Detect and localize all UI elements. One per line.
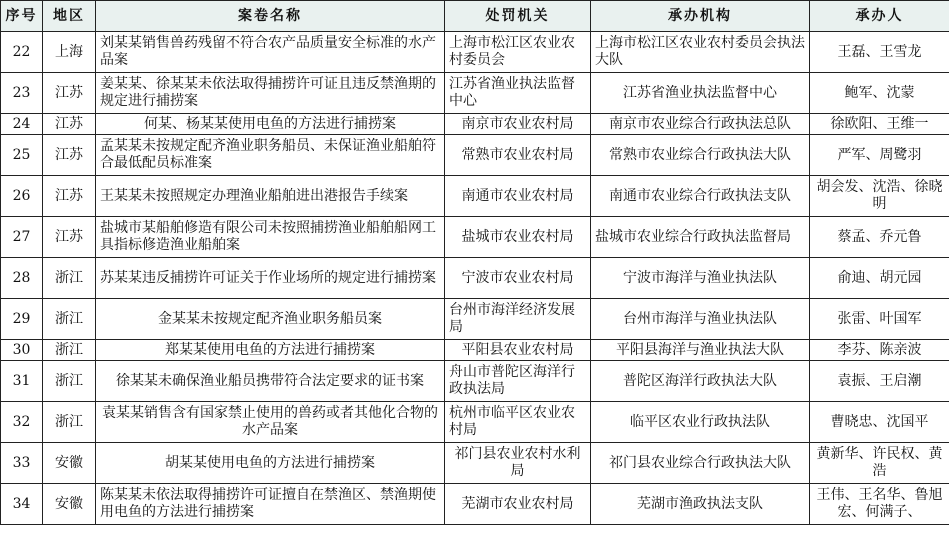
table-body — [1, 32, 949, 525]
row-region: 浙江 — [43, 361, 96, 402]
row-case-name: 郑某某使用电鱼的方法进行捕捞案 — [96, 340, 445, 361]
table-row — [1, 258, 949, 299]
row-region: 浙江 — [43, 402, 96, 443]
row-authority: 祁门县农业农村水利局 — [445, 443, 591, 484]
row-region: 上海 — [43, 32, 96, 73]
table-row — [1, 135, 949, 176]
row-authority: 南京市农业农村局 — [445, 114, 591, 135]
row-case-name: 孟某某未按规定配齐渔业职务船员、未保证渔业船舶符合最低配员标准案 — [96, 135, 445, 176]
row-officers: 黄新华、许民权、黄浩 — [810, 443, 949, 484]
row-authority: 宁波市农业农村局 — [445, 258, 591, 299]
row-region: 安徽 — [43, 484, 96, 525]
row-officers: 胡会发、沈浩、徐晓明 — [810, 176, 949, 217]
row-agency: 南京市农业综合行政执法总队 — [591, 114, 810, 135]
header-no: 序号 — [1, 1, 43, 32]
header-officers: 承办人 — [810, 1, 949, 32]
row-agency: 江苏省渔业执法监督中心 — [591, 73, 810, 114]
table-row — [1, 176, 949, 217]
row-region: 江苏 — [43, 114, 96, 135]
header-authority: 处罚机关 — [445, 1, 591, 32]
row-authority: 芜湖市农业农村局 — [445, 484, 591, 525]
row-officers: 蔡孟、乔元鲁 — [810, 217, 949, 258]
table-row — [1, 73, 949, 114]
row-agency: 常熟市农业综合行政执法大队 — [591, 135, 810, 176]
row-no: 29 — [1, 299, 43, 340]
row-case-name: 胡某某使用电鱼的方法进行捕捞案 — [96, 443, 445, 484]
row-authority: 台州市海洋经济发展局 — [445, 299, 591, 340]
row-case-name: 姜某某、徐某某未依法取得捕捞许可证且违反禁渔期的规定进行捕捞案 — [96, 73, 445, 114]
row-officers: 王磊、王雪龙 — [810, 32, 949, 73]
table-row — [1, 340, 949, 361]
row-agency: 临平区农业行政执法队 — [591, 402, 810, 443]
row-agency: 南通市农业综合行政执法支队 — [591, 176, 810, 217]
row-case-name: 金某某未按规定配齐渔业职务船员案 — [96, 299, 445, 340]
row-agency: 平阳县海洋与渔业执法大队 — [591, 340, 810, 361]
table-row — [1, 217, 949, 258]
table-row — [1, 299, 949, 340]
row-no: 34 — [1, 484, 43, 525]
row-region: 浙江 — [43, 258, 96, 299]
row-agency: 普陀区海洋行政执法大队 — [591, 361, 810, 402]
row-case-name: 陈某某未依法取得捕捞许可证擅自在禁渔区、禁渔期使用电鱼的方法进行捕捞案 — [96, 484, 445, 525]
row-officers: 徐欧阳、王维一 — [810, 114, 949, 135]
row-authority: 平阳县农业农村局 — [445, 340, 591, 361]
row-no: 26 — [1, 176, 43, 217]
header-case-name: 案卷名称 — [96, 1, 445, 32]
row-officers: 张雷、叶国军 — [810, 299, 949, 340]
row-case-name: 苏某某违反捕捞许可证关于作业场所的规定进行捕捞案 — [96, 258, 445, 299]
row-region: 江苏 — [43, 176, 96, 217]
header-region: 地区 — [43, 1, 96, 32]
row-no: 23 — [1, 73, 43, 114]
row-officers: 鲍军、沈蒙 — [810, 73, 949, 114]
header-agency: 承办机构 — [591, 1, 810, 32]
row-agency: 宁波市海洋与渔业执法队 — [591, 258, 810, 299]
row-no: 33 — [1, 443, 43, 484]
table-header-row — [1, 1, 949, 32]
row-case-name: 袁某某销售含有国家禁止使用的兽药或者其他化合物的水产品案 — [96, 402, 445, 443]
row-no: 25 — [1, 135, 43, 176]
table-row — [1, 361, 949, 402]
row-officers: 袁振、王启潮 — [810, 361, 949, 402]
row-region: 江苏 — [43, 135, 96, 176]
row-agency: 芜湖市渔政执法支队 — [591, 484, 810, 525]
table-row — [1, 402, 949, 443]
row-authority: 盐城市农业农村局 — [445, 217, 591, 258]
row-authority: 常熟市农业农村局 — [445, 135, 591, 176]
row-agency: 祁门县农业综合行政执法大队 — [591, 443, 810, 484]
row-case-name: 王某某未按照规定办理渔业船舶进出港报告手续案 — [96, 176, 445, 217]
row-no: 32 — [1, 402, 43, 443]
table-row — [1, 443, 949, 484]
table-row — [1, 114, 949, 135]
row-authority: 杭州市临平区农业农村局 — [445, 402, 591, 443]
row-no: 31 — [1, 361, 43, 402]
row-officers: 曹晓忠、沈国平 — [810, 402, 949, 443]
row-no: 24 — [1, 114, 43, 135]
row-no: 30 — [1, 340, 43, 361]
row-authority: 上海市松江区农业农村委员会 — [445, 32, 591, 73]
row-authority: 南通市农业农村局 — [445, 176, 591, 217]
row-officers: 王伟、王名华、鲁旭宏、何满子、 — [810, 484, 949, 525]
row-region: 安徽 — [43, 443, 96, 484]
row-region: 江苏 — [43, 73, 96, 114]
row-no: 27 — [1, 217, 43, 258]
row-region: 江苏 — [43, 217, 96, 258]
row-no: 28 — [1, 258, 43, 299]
row-agency: 台州市海洋与渔业执法队 — [591, 299, 810, 340]
row-agency: 上海市松江区农业农村委员会执法大队 — [591, 32, 810, 73]
row-officers: 俞迪、胡元园 — [810, 258, 949, 299]
row-officers: 李芬、陈亲波 — [810, 340, 949, 361]
table-row — [1, 32, 949, 73]
row-authority: 江苏省渔业执法监督中心 — [445, 73, 591, 114]
row-region: 浙江 — [43, 299, 96, 340]
row-officers: 严军、周鹭羽 — [810, 135, 949, 176]
row-authority: 舟山市普陀区海洋行政执法局 — [445, 361, 591, 402]
row-no: 22 — [1, 32, 43, 73]
row-agency: 盐城市农业综合行政执法监督局 — [591, 217, 810, 258]
row-case-name: 何某、杨某某使用电鱼的方法进行捕捞案 — [96, 114, 445, 135]
row-case-name: 徐某某未确保渔业船员携带符合法定要求的证书案 — [96, 361, 445, 402]
row-region: 浙江 — [43, 340, 96, 361]
row-case-name: 盐城市某船舶修造有限公司未按照捕捞渔业船舶船网工具指标修造渔业船舶案 — [96, 217, 445, 258]
row-case-name: 刘某某销售兽药残留不符合农产品质量安全标准的水产品案 — [96, 32, 445, 73]
table-row — [1, 484, 949, 525]
